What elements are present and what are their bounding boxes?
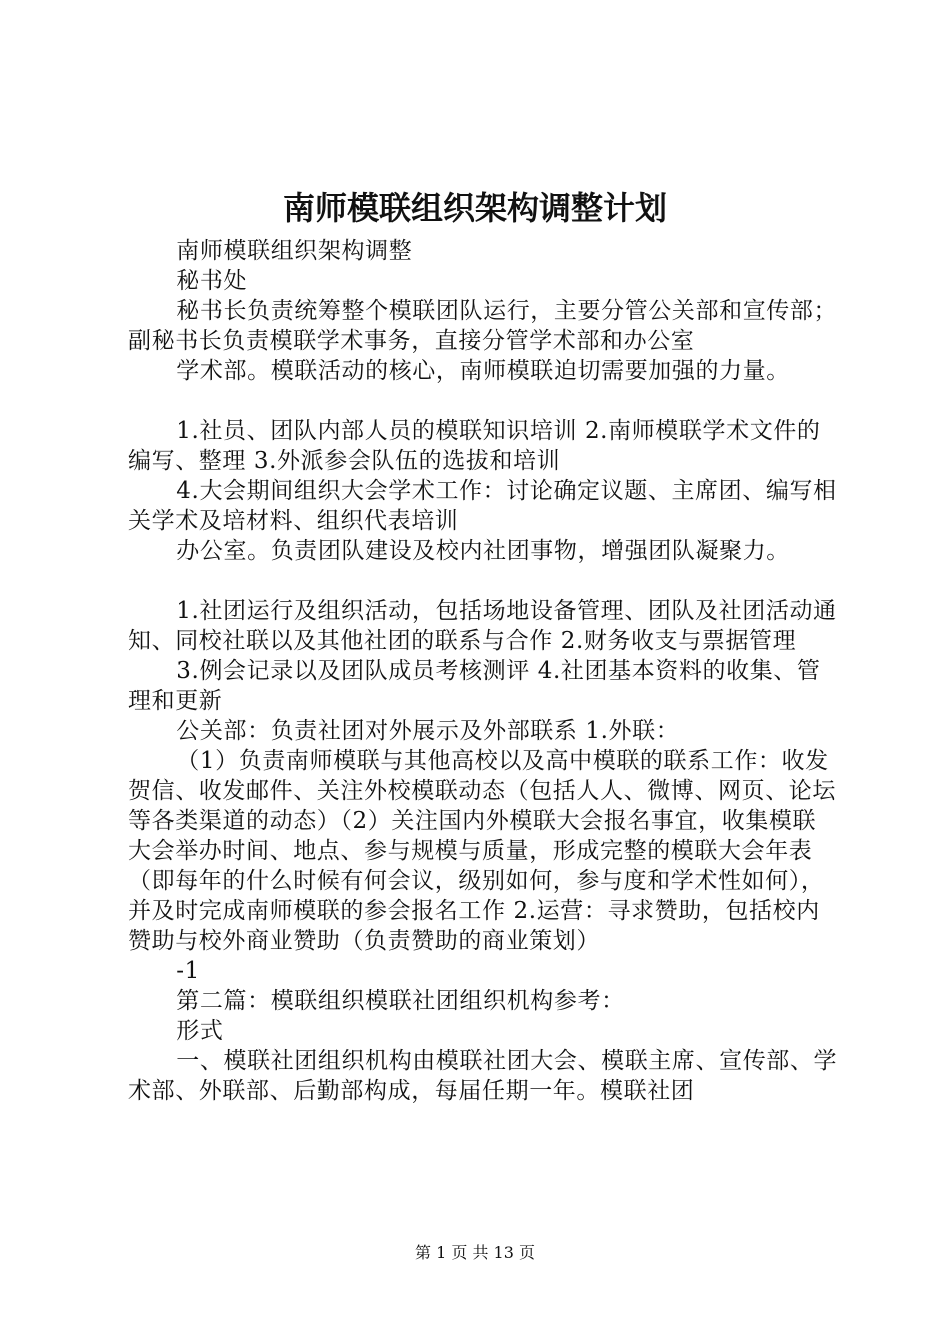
paragraph: 4.大会期间组织大会学术工作：讨论确定议题、主席团、编写相关学术及培材料、组织代表培训: [128, 478, 837, 534]
paragraph: 办公室。负责团队建设及校内社团事物，增强团队凝聚力。: [176, 538, 790, 564]
page-footer: 第 1 页 共 13 页: [415, 1243, 535, 1262]
page-marker: -1: [176, 958, 200, 984]
paragraph: 1.社员、团队内部人员的模联知识培训 2.南师模联学术文件的编写、整理 3.外派参会队伍的选拔和培训: [128, 418, 821, 474]
paragraph: 秘书处: [176, 268, 248, 294]
paragraph: 3.例会记录以及团队成员考核测评 4.社团基本资料的收集、管理和更新: [128, 658, 821, 714]
paragraph: 一、模联社团组织机构由模联社团大会、模联主席、宣传部、学术部、外联部、后勤部构成，每届任期一年。模联社团: [128, 1048, 838, 1104]
paragraph: 公关部：负责社团对外展示及外部联系 1.外联：: [176, 718, 680, 744]
paragraph: 形式: [176, 1018, 224, 1044]
document-body: [128, 236, 838, 1106]
paragraph: （1）负责南师模联与其他高校以及高中模联的联系工作：收发贺信、收发邮件、关注外校模联动态（包括人人、微博、网页、论坛等各类渠道的动态）（2）关注国内外模联大会报名事宜，收集模联大会举办时间、地点、参与规模与质量，形成完整的模联大会年表（即每年的什么时候有何会议，级别如何，参与度和学术性如何），并及时完成南师模联的参会报名工作 2.运营：寻求赞助，包括校内赞助与校外商业赞助（负责赞助的商业策划）: [128, 748, 836, 954]
paragraph: 1.社团运行及组织活动，包括场地设备管理、团队及社团活动通知、同校社联以及其他社团的联系与合作 2.财务收支与票据管理: [128, 598, 837, 654]
paragraph: 秘书长负责统筹整个模联团队运行，主要分管公关部和宣传部；副秘书长负责模联学术事务，直接分管学术部和办公室: [128, 298, 838, 354]
section-heading: 第二篇：模联组织模联社团组织机构参考：: [176, 988, 625, 1014]
paragraph: 学术部。模联活动的核心，南师模联迫切需要加强的力量。: [176, 358, 790, 384]
document-title: 南师模联组织架构调整计划: [282, 189, 667, 227]
paragraph: 南师模联组织架构调整: [176, 238, 413, 264]
